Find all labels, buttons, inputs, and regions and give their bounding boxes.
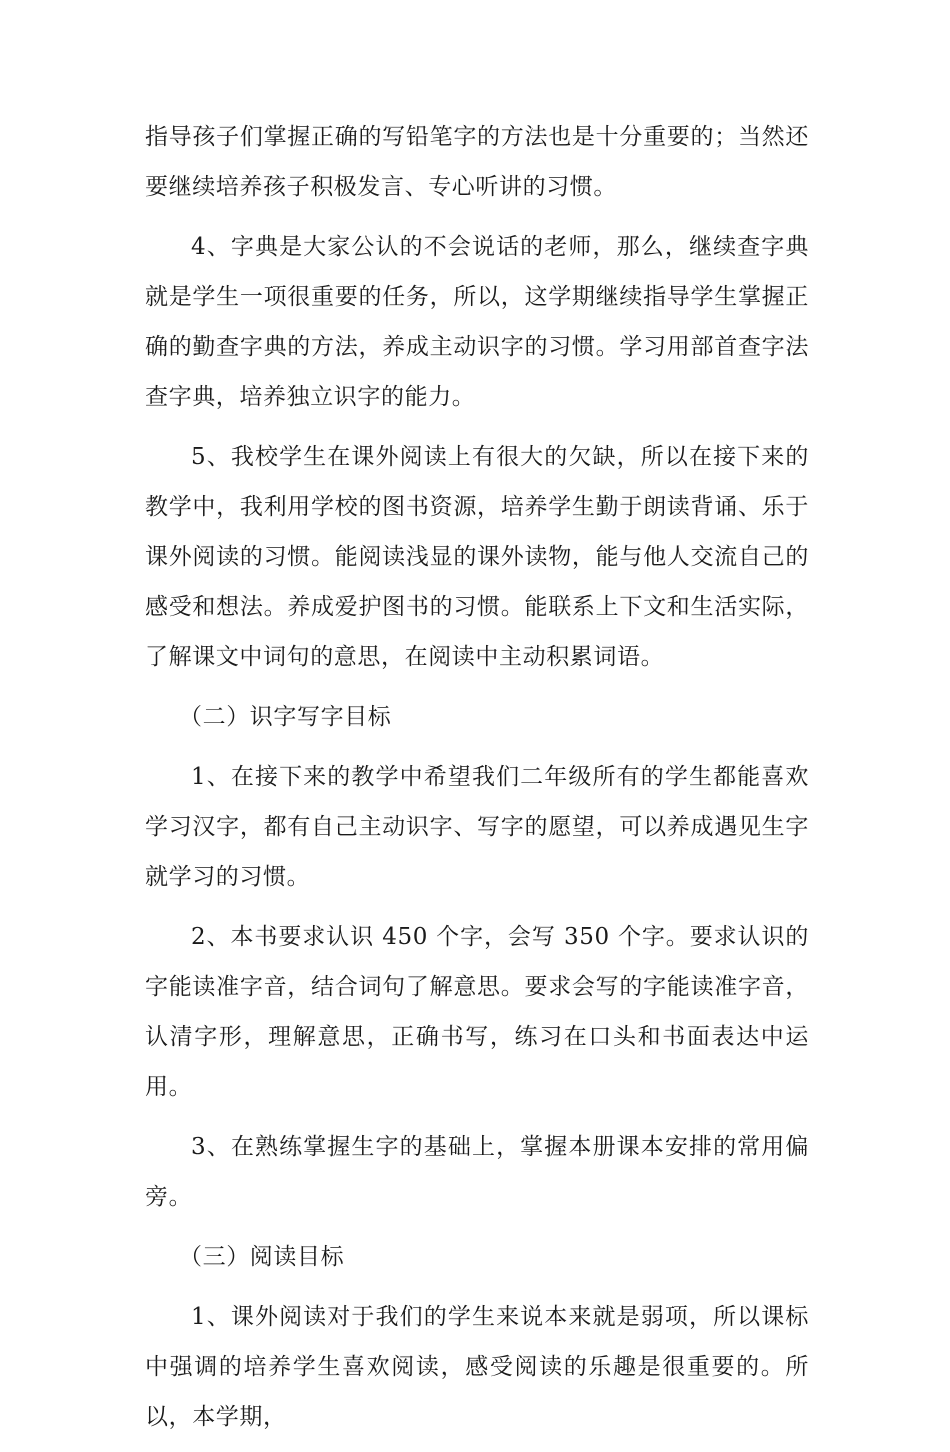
paragraph-literacy-3: 3、在熟练掌握生字的基础上，掌握本册课本安排的常用偏旁。: [145, 1134, 809, 1210]
section-heading-literacy: （二）识字写字目标: [179, 704, 392, 730]
document-body: [145, 112, 809, 1452]
paragraph-literacy-1: 1、在接下来的教学中希望我们二年级所有的学生都能喜欢学习汉字，都有自己主动识字、写字的愿望，可以养成遇见生字就学习的习惯。: [145, 764, 809, 890]
section-heading-reading: （三）阅读目标: [179, 1244, 345, 1270]
paragraph-item-5: 5、我校学生在课外阅读上有很大的欠缺，所以在接下来的教学中，我利用学校的图书资源，培养学生勤于朗读背诵、乐于课外阅读的习惯。能阅读浅显的课外读物，能与他人交流自己的感受和想法。养成爱护图书的习惯。能联系上下文和生活实际，了解课文中词句的意思，在阅读中主动积累词语。: [145, 444, 809, 670]
paragraph-item-4: 4、字典是大家公认的不会说话的老师，那么，继续查字典就是学生一项很重要的任务，所以，这学期继续指导学生掌握正确的勤查字典的方法，养成主动识字的习惯。学习用部首查字法查字典，培养独立识字的能力。: [145, 234, 809, 410]
paragraph-literacy-2: 2、本书要求认识 450 个字，会写 350 个字。要求认识的字能读准字音，结合词句了解意思。要求会写的字能读准字音，认清字形，理解意思，正确书写，练习在口头和书面表达中运用。: [145, 924, 809, 1100]
paragraph-continuation: 指导孩子们掌握正确的写铅笔字的方法也是十分重要的；当然还要继续培养孩子积极发言、专心听讲的习惯。: [145, 124, 809, 200]
paragraph-reading-1: 1、课外阅读对于我们的学生来说本来就是弱项，所以课标中强调的培养学生喜欢阅读，感受阅读的乐趣是很重要的。所以，本学期，: [145, 1304, 809, 1430]
